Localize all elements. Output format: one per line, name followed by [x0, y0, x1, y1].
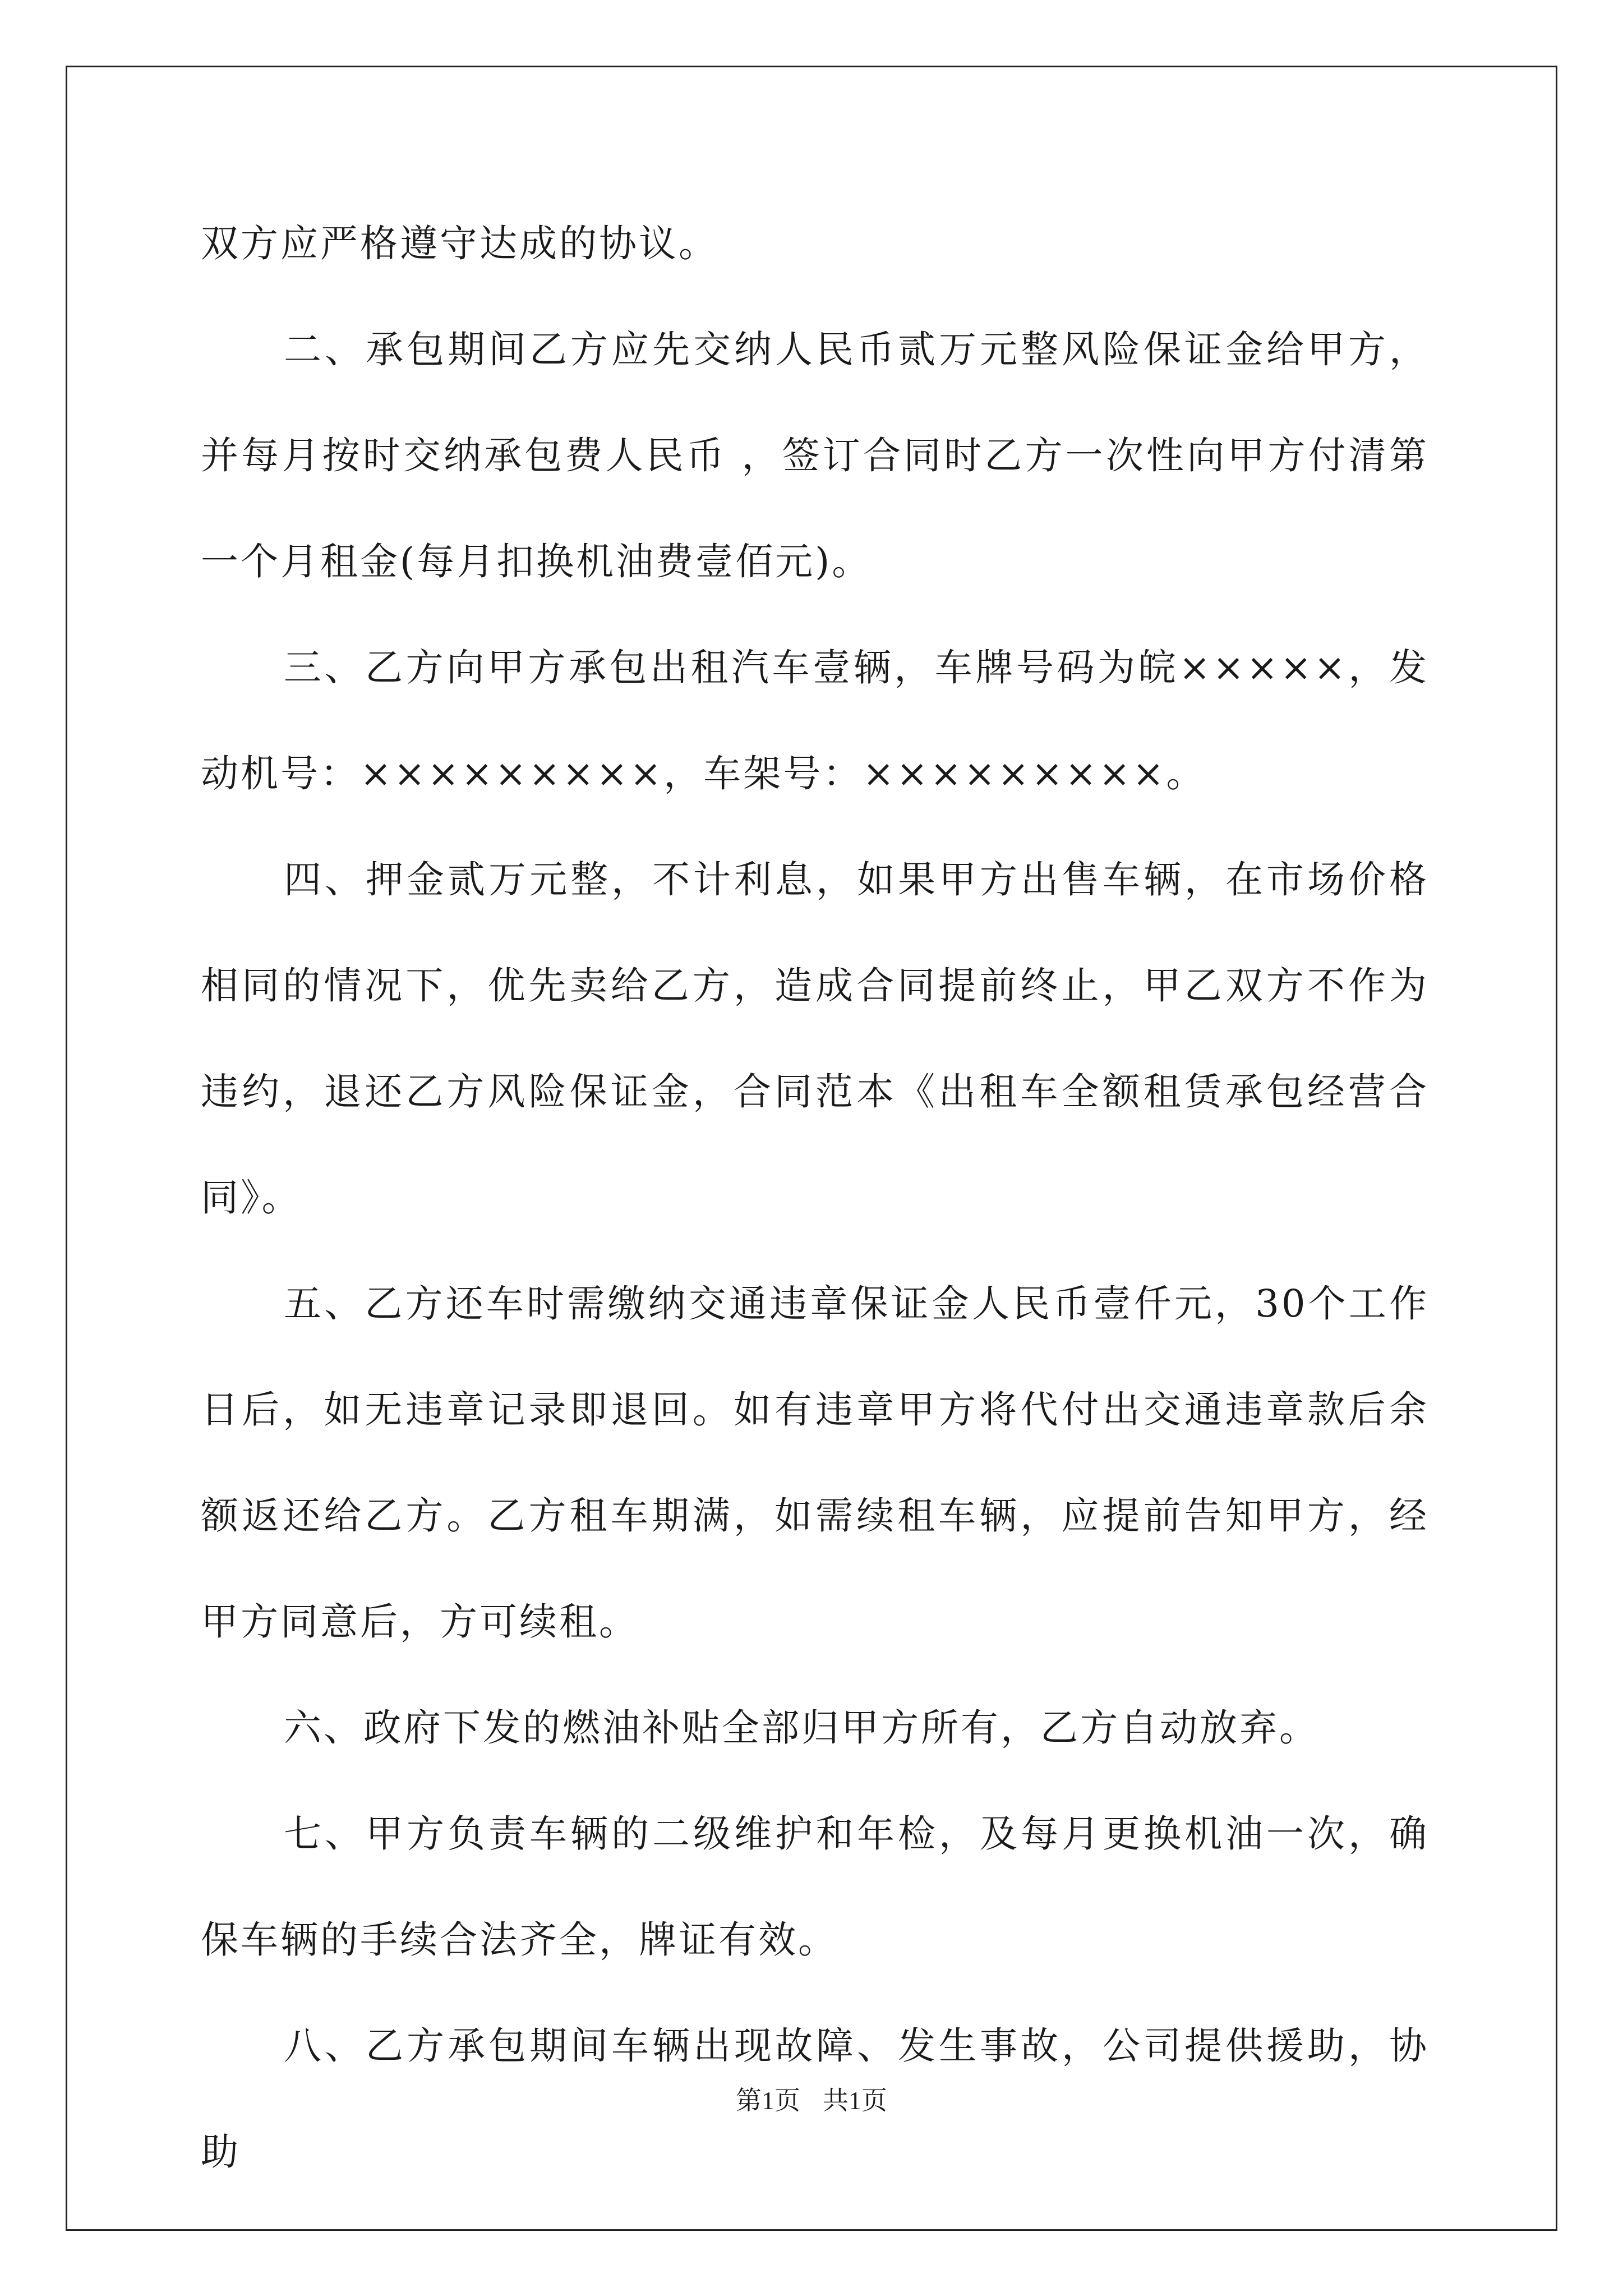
paragraph-1: 双方应严格遵守达成的协议。	[201, 222, 718, 265]
paragraph-6: 六、政府下发的燃油补贴全部归甲方所有，乙方自动放弃。	[284, 1706, 1319, 1750]
page-total: 共1页	[823, 2086, 887, 2115]
paragraph-7: 七、甲方负责车辆的二级维护和年检，及每月更换机油一次，确保车辆的手续合法齐全，牌证有效。	[201, 1812, 1429, 1962]
paragraph-5: 五、乙方还车时需缴纳交通违章保证金人民币壹仟元，30个工作日后，如无违章记录即退回。如有违章甲方将代付出交通违章款后余额返还给乙方。乙方租车期满，如需续租车辆，应提前告知甲方，经甲方同意后，方可续租。	[201, 1282, 1429, 1644]
paragraph-3: 三、乙方向甲方承包出租汽车壹辆，车牌号码为皖×××××，发动机号：×××××××××，车架号：×××××××××。	[201, 646, 1429, 795]
page-number: 第1页	[736, 2086, 800, 2115]
document-body	[201, 191, 1429, 2205]
page-footer	[0, 2084, 1623, 2118]
paragraph-2: 二、承包期间乙方应先交纳人民币贰万元整风险保证金给甲方，并每月按时交纳承包费人民币 ，签订合同时乙方一次性向甲方付清第一个月租金(每月扣换机油费壹佰元)。	[201, 328, 1429, 583]
paragraph-4: 四、押金贰万元整，不计利息，如果甲方出售车辆，在市场价格相同的情况下，优先卖给乙方，造成合同提前终止，甲乙双方不作为违约，退还乙方风险保证金，合同范本《出租车全额租赁承包经营合同》。	[201, 858, 1429, 1220]
paragraph-8: 八、乙方承包期间车辆出现故障、发生事故，公司提供援助，协助	[201, 2024, 1429, 2174]
